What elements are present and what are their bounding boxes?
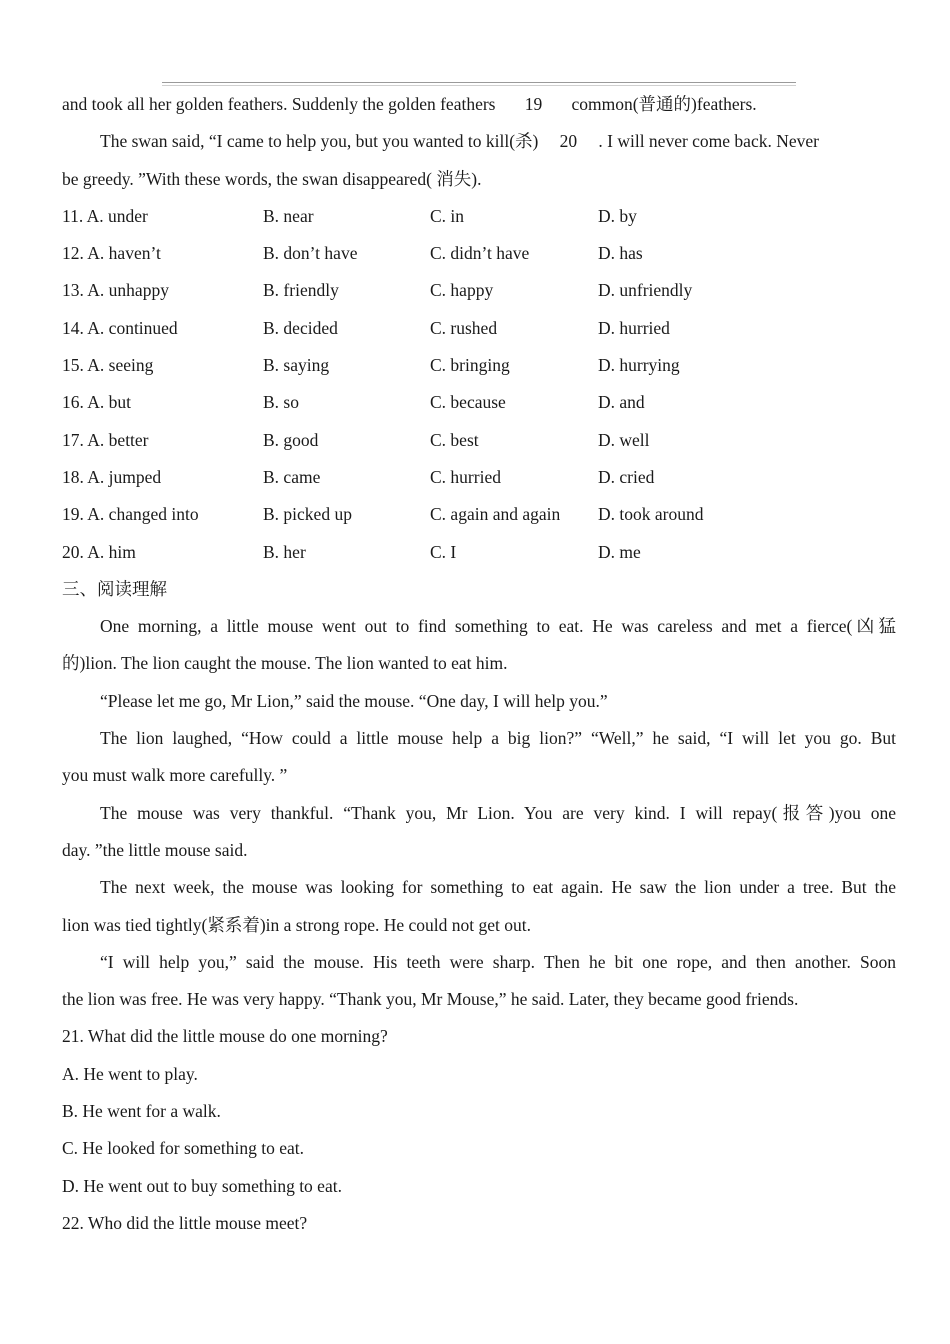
reading-line: The lion laughed, “How could a little mouse help a big lion?” “Well,” he said, “I will let you go. But: [100, 728, 896, 749]
option-b: B. near: [263, 205, 314, 226]
option-b: B. saying: [263, 355, 330, 376]
option-c: C. best: [430, 429, 479, 450]
option-a: 16. A. but: [62, 392, 132, 413]
option-d: D. unfriendly: [598, 280, 693, 301]
option-b: B. decided: [263, 317, 338, 338]
option-c: C. hurried: [430, 466, 501, 487]
option-row: [62, 496, 896, 533]
passage-line: [62, 123, 896, 160]
option-d: D. well: [598, 429, 650, 450]
option-a: 17. A. better: [62, 429, 149, 450]
option-c: C. happy: [430, 280, 494, 301]
passage-text: and took all her golden feathers. Suddenly the golden feathers: [62, 94, 496, 114]
option-d: D. has: [598, 243, 643, 264]
section-heading: 三、阅读理解: [62, 578, 167, 599]
option-row: [62, 422, 896, 459]
option-c: C. again and again: [430, 504, 561, 525]
passage-text: . I will never come back. Never: [598, 131, 819, 152]
question-21-option-b: B. He went for a walk.: [62, 1101, 221, 1122]
option-d: D. hurried: [598, 317, 670, 338]
passage-line: [62, 86, 896, 123]
reading-line: 的)lion. The lion caught the mouse. The lion wanted to eat him.: [62, 653, 508, 674]
option-d: D. by: [598, 205, 637, 226]
option-d: D. hurrying: [598, 355, 680, 376]
passage-line: be greedy. ”With these words, the swan disappeared( 消失).: [62, 168, 482, 189]
option-b: B. friendly: [263, 280, 339, 301]
question-21-option-c: C. He looked for something to eat.: [62, 1138, 305, 1159]
passage-text: common(普通的)feathers.: [571, 94, 757, 114]
options-table: [62, 198, 896, 571]
reading-line: “I will help you,” said the mouse. His teeth were sharp. Then he bit one rope, and then another. Soon: [100, 951, 896, 972]
option-row: [62, 534, 896, 571]
option-a: 15. A. seeing: [62, 355, 154, 376]
reading-line: day. ”the little mouse said.: [62, 839, 248, 860]
option-b: B. her: [263, 541, 306, 562]
reading-line: The mouse was very thankful. “Thank you, Mr Lion. You are very kind. I will repay(报答)you one: [100, 802, 896, 823]
reading-line: lion was tied tightly(紧系着)in a strong rope. He could not get out.: [62, 914, 532, 935]
option-c: C. in: [430, 205, 465, 226]
option-row: [62, 384, 896, 421]
option-a: 13. A. unhappy: [62, 280, 169, 301]
passage-text: The swan said, “I came to help you, but you wanted to kill(杀): [100, 131, 539, 152]
option-d: D. cried: [598, 466, 655, 487]
reading-line: “Please let me go, Mr Lion,” said the mouse. “One day, I will help you.”: [100, 690, 608, 711]
blank-number: 19: [524, 94, 543, 114]
question-22: 22. Who did the little mouse meet?: [62, 1212, 308, 1233]
option-row: [62, 272, 896, 309]
option-a: 18. A. jumped: [62, 466, 162, 487]
document-page: [62, 86, 896, 1242]
option-d: D. me: [598, 541, 641, 562]
option-row: [62, 347, 896, 384]
option-b: B. good: [263, 429, 319, 450]
option-a: 19. A. changed into: [62, 504, 199, 525]
reading-line: One morning, a little mouse went out to find something to eat. He was careless and met a fierce(凶猛: [100, 616, 896, 637]
option-c: C. I: [430, 541, 457, 562]
option-row: [62, 198, 896, 235]
option-a: 12. A. haven’t: [62, 243, 161, 264]
option-row: [62, 459, 896, 496]
option-b: B. picked up: [263, 504, 352, 525]
option-b: B. don’t have: [263, 243, 358, 264]
option-a: 11. A. under: [62, 205, 148, 226]
question-21: 21. What did the little mouse do one morning?: [62, 1026, 388, 1047]
option-d: D. took around: [598, 504, 704, 525]
option-row: [62, 310, 896, 347]
reading-line: the lion was free. He was very happy. “Thank you, Mr Mouse,” he said. Later, they became good friends.: [62, 989, 799, 1010]
blank-number: 20: [559, 131, 578, 152]
option-row: [62, 235, 896, 272]
question-21-option-a: A. He went to play.: [62, 1063, 198, 1084]
option-d: D. and: [598, 392, 645, 413]
option-b: B. came: [263, 466, 321, 487]
option-a: 20. A. him: [62, 541, 136, 562]
reading-line: The next week, the mouse was looking for something to eat again. He saw the lion under a tree. But the: [100, 877, 896, 898]
question-21-option-d: D. He went out to buy something to eat.: [62, 1175, 342, 1196]
option-c: C. didn’t have: [430, 243, 530, 264]
reading-line: you must walk more carefully. ”: [62, 765, 288, 786]
option-c: C. because: [430, 392, 506, 413]
option-b: B. so: [263, 392, 299, 413]
option-a: 14. A. continued: [62, 317, 178, 338]
option-c: C. bringing: [430, 355, 510, 376]
option-c: C. rushed: [430, 317, 498, 338]
